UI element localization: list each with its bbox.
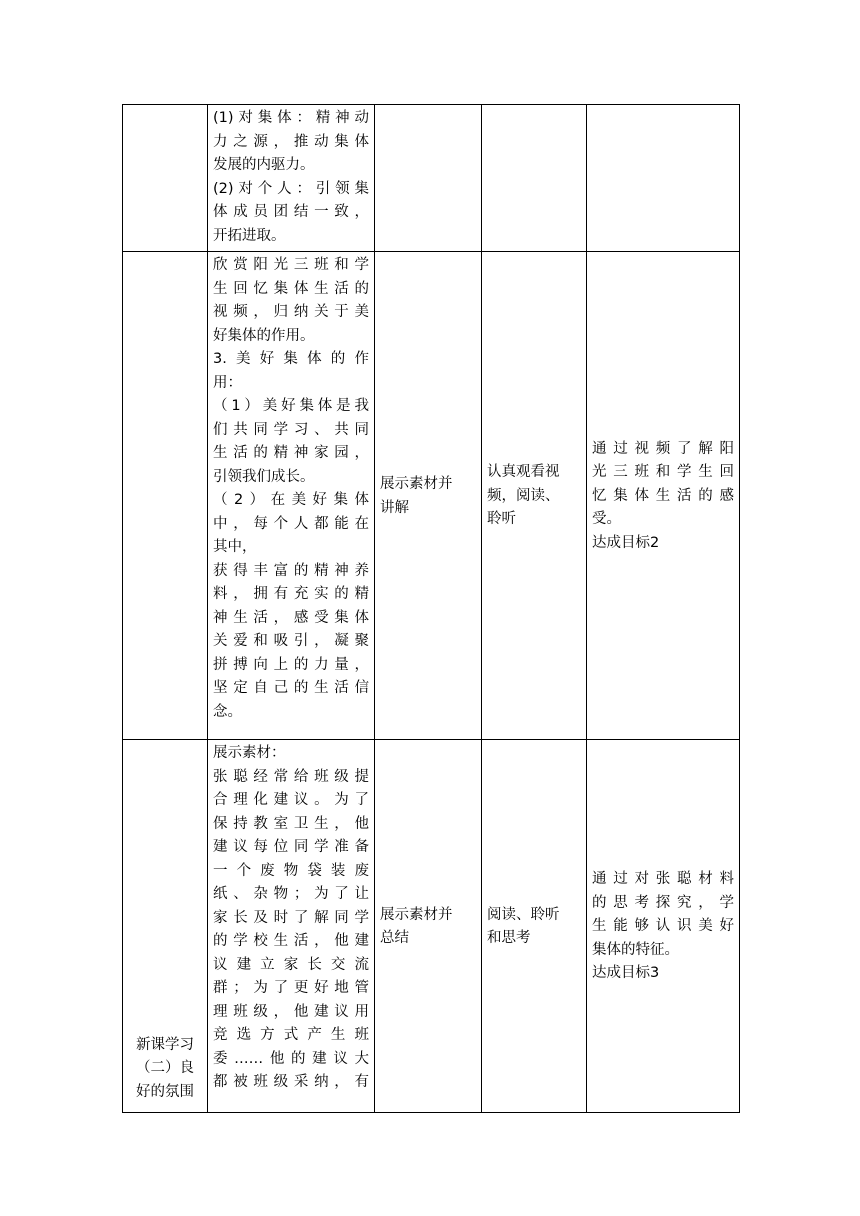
teacher-activity-cell [375, 105, 482, 252]
content-line: 引领我们成长。 [213, 468, 315, 485]
content-line: 纸、杂物；为了让 [213, 886, 369, 902]
content-cell [208, 740, 375, 1113]
purpose-line: 达成目标2 [592, 534, 660, 551]
content-line: 好集体的作用。 [213, 327, 315, 344]
stage-line: （二）良 [136, 1060, 194, 1076]
content-line: （1）美好集体是我 [213, 398, 369, 414]
purpose-line: 集体的特征。 [592, 941, 679, 958]
content-line: 坚定自己的生活信 [213, 680, 369, 696]
content-line: 开拓进取。 [213, 227, 286, 244]
content-line: 获得丰富的精神养 [213, 562, 369, 579]
content-line: 竞选方式产生班 [213, 1027, 369, 1043]
content-line: 神生活，感受集体 [213, 609, 369, 626]
content-line: 中，每个人都能在 [213, 515, 369, 532]
stage-line: 新课学习 [136, 1036, 194, 1053]
design-purpose-cell [587, 740, 740, 1113]
content-line: 合理化建议。为了 [213, 792, 369, 808]
student-activity-cell [482, 105, 587, 252]
content-line: 群；为了更好地管 [213, 980, 369, 996]
content-cell [208, 252, 375, 740]
stage-cell [123, 105, 208, 252]
content-cell [208, 105, 375, 252]
purpose-line: 通过对张聪材料 [592, 871, 734, 888]
table-row [123, 105, 740, 252]
purpose-line: 忆集体生活的感 [592, 487, 734, 504]
content-line: 用： [213, 374, 242, 391]
teacher-activity-line: 总结 [380, 930, 409, 946]
content-line: 保持教室卫生，他 [213, 815, 369, 832]
content-line: 生回忆集体生活的 [213, 280, 369, 297]
student-activity-line: 阅读、聆听 [487, 906, 560, 923]
student-activity-cell [482, 252, 587, 740]
content-line: 的学校生活，他建 [213, 933, 369, 949]
purpose-line: 光三班和学生回 [592, 464, 734, 481]
content-line: 欣赏阳光三班和学 [213, 257, 369, 273]
content-line: 视频，归纳关于美 [213, 304, 369, 320]
student-activity-line: 和思考 [487, 930, 531, 946]
content-line: 委……他的建议大 [213, 1050, 369, 1067]
student-activity-line: 聆听 [487, 511, 516, 528]
purpose-line: 通过视频了解阳 [592, 440, 734, 457]
teacher-activity-cell [375, 252, 482, 740]
content-line: 建议每位同学准备 [213, 839, 369, 855]
content-line: 发展的内驱力。 [213, 157, 315, 173]
content-line: (1)对集体：精神动 [213, 110, 369, 126]
teacher-activity-line: 展示素材并 [380, 906, 453, 923]
student-activity-cell [482, 740, 587, 1113]
content-line: 关爱和吸引，凝聚 [213, 633, 369, 649]
content-line: 都被班级采纳，有 [213, 1074, 369, 1090]
teacher-activity-line: 讲解 [380, 499, 409, 516]
content-line: 拼搏向上的力量， [213, 656, 369, 673]
content-line: 生活的精神家园， [213, 445, 369, 461]
stage-line: 好的氛围 [136, 1083, 194, 1100]
purpose-line: 的思考探究，学 [592, 894, 734, 911]
content-line: （2）在美好集体 [213, 492, 369, 508]
teacher-activity-line: 展示素材并 [380, 476, 453, 492]
content-line: 议建立家长交流 [213, 956, 369, 973]
design-purpose-cell [587, 105, 740, 252]
content-line: 力之源，推动集体 [213, 133, 369, 150]
lesson-plan-table [122, 104, 740, 1113]
table-row [123, 740, 740, 1113]
content-line: 3.美好集体的作 [213, 351, 369, 367]
content-line: (2)对个人：引领集 [213, 180, 369, 197]
content-line: 一个废物袋装废 [213, 862, 369, 879]
content-line: 体成员团结一致， [213, 204, 369, 220]
content-line: 料，拥有充实的精 [213, 586, 369, 602]
design-purpose-cell [587, 252, 740, 740]
content-line: 念。 [213, 703, 242, 720]
content-line: 展示素材： [213, 745, 286, 761]
stage-cell [123, 252, 208, 740]
content-line: 家长及时了解同学 [213, 909, 369, 926]
purpose-line: 生能够认识美好 [592, 918, 734, 935]
purpose-line: 达成目标3 [592, 965, 660, 982]
content-line: 们共同学习、共同 [213, 421, 369, 438]
purpose-line: 受。 [592, 511, 621, 528]
table-row [123, 252, 740, 740]
content-line: 理班级，他建议用 [213, 1003, 369, 1020]
stage-cell [123, 740, 208, 1113]
content-line: 其中， [213, 539, 257, 555]
teacher-activity-cell [375, 740, 482, 1113]
student-activity-line: 认真观看视 [487, 464, 560, 481]
student-activity-line: 频，阅读、 [487, 487, 560, 504]
content-line: 张聪经常给班级提 [213, 768, 369, 785]
